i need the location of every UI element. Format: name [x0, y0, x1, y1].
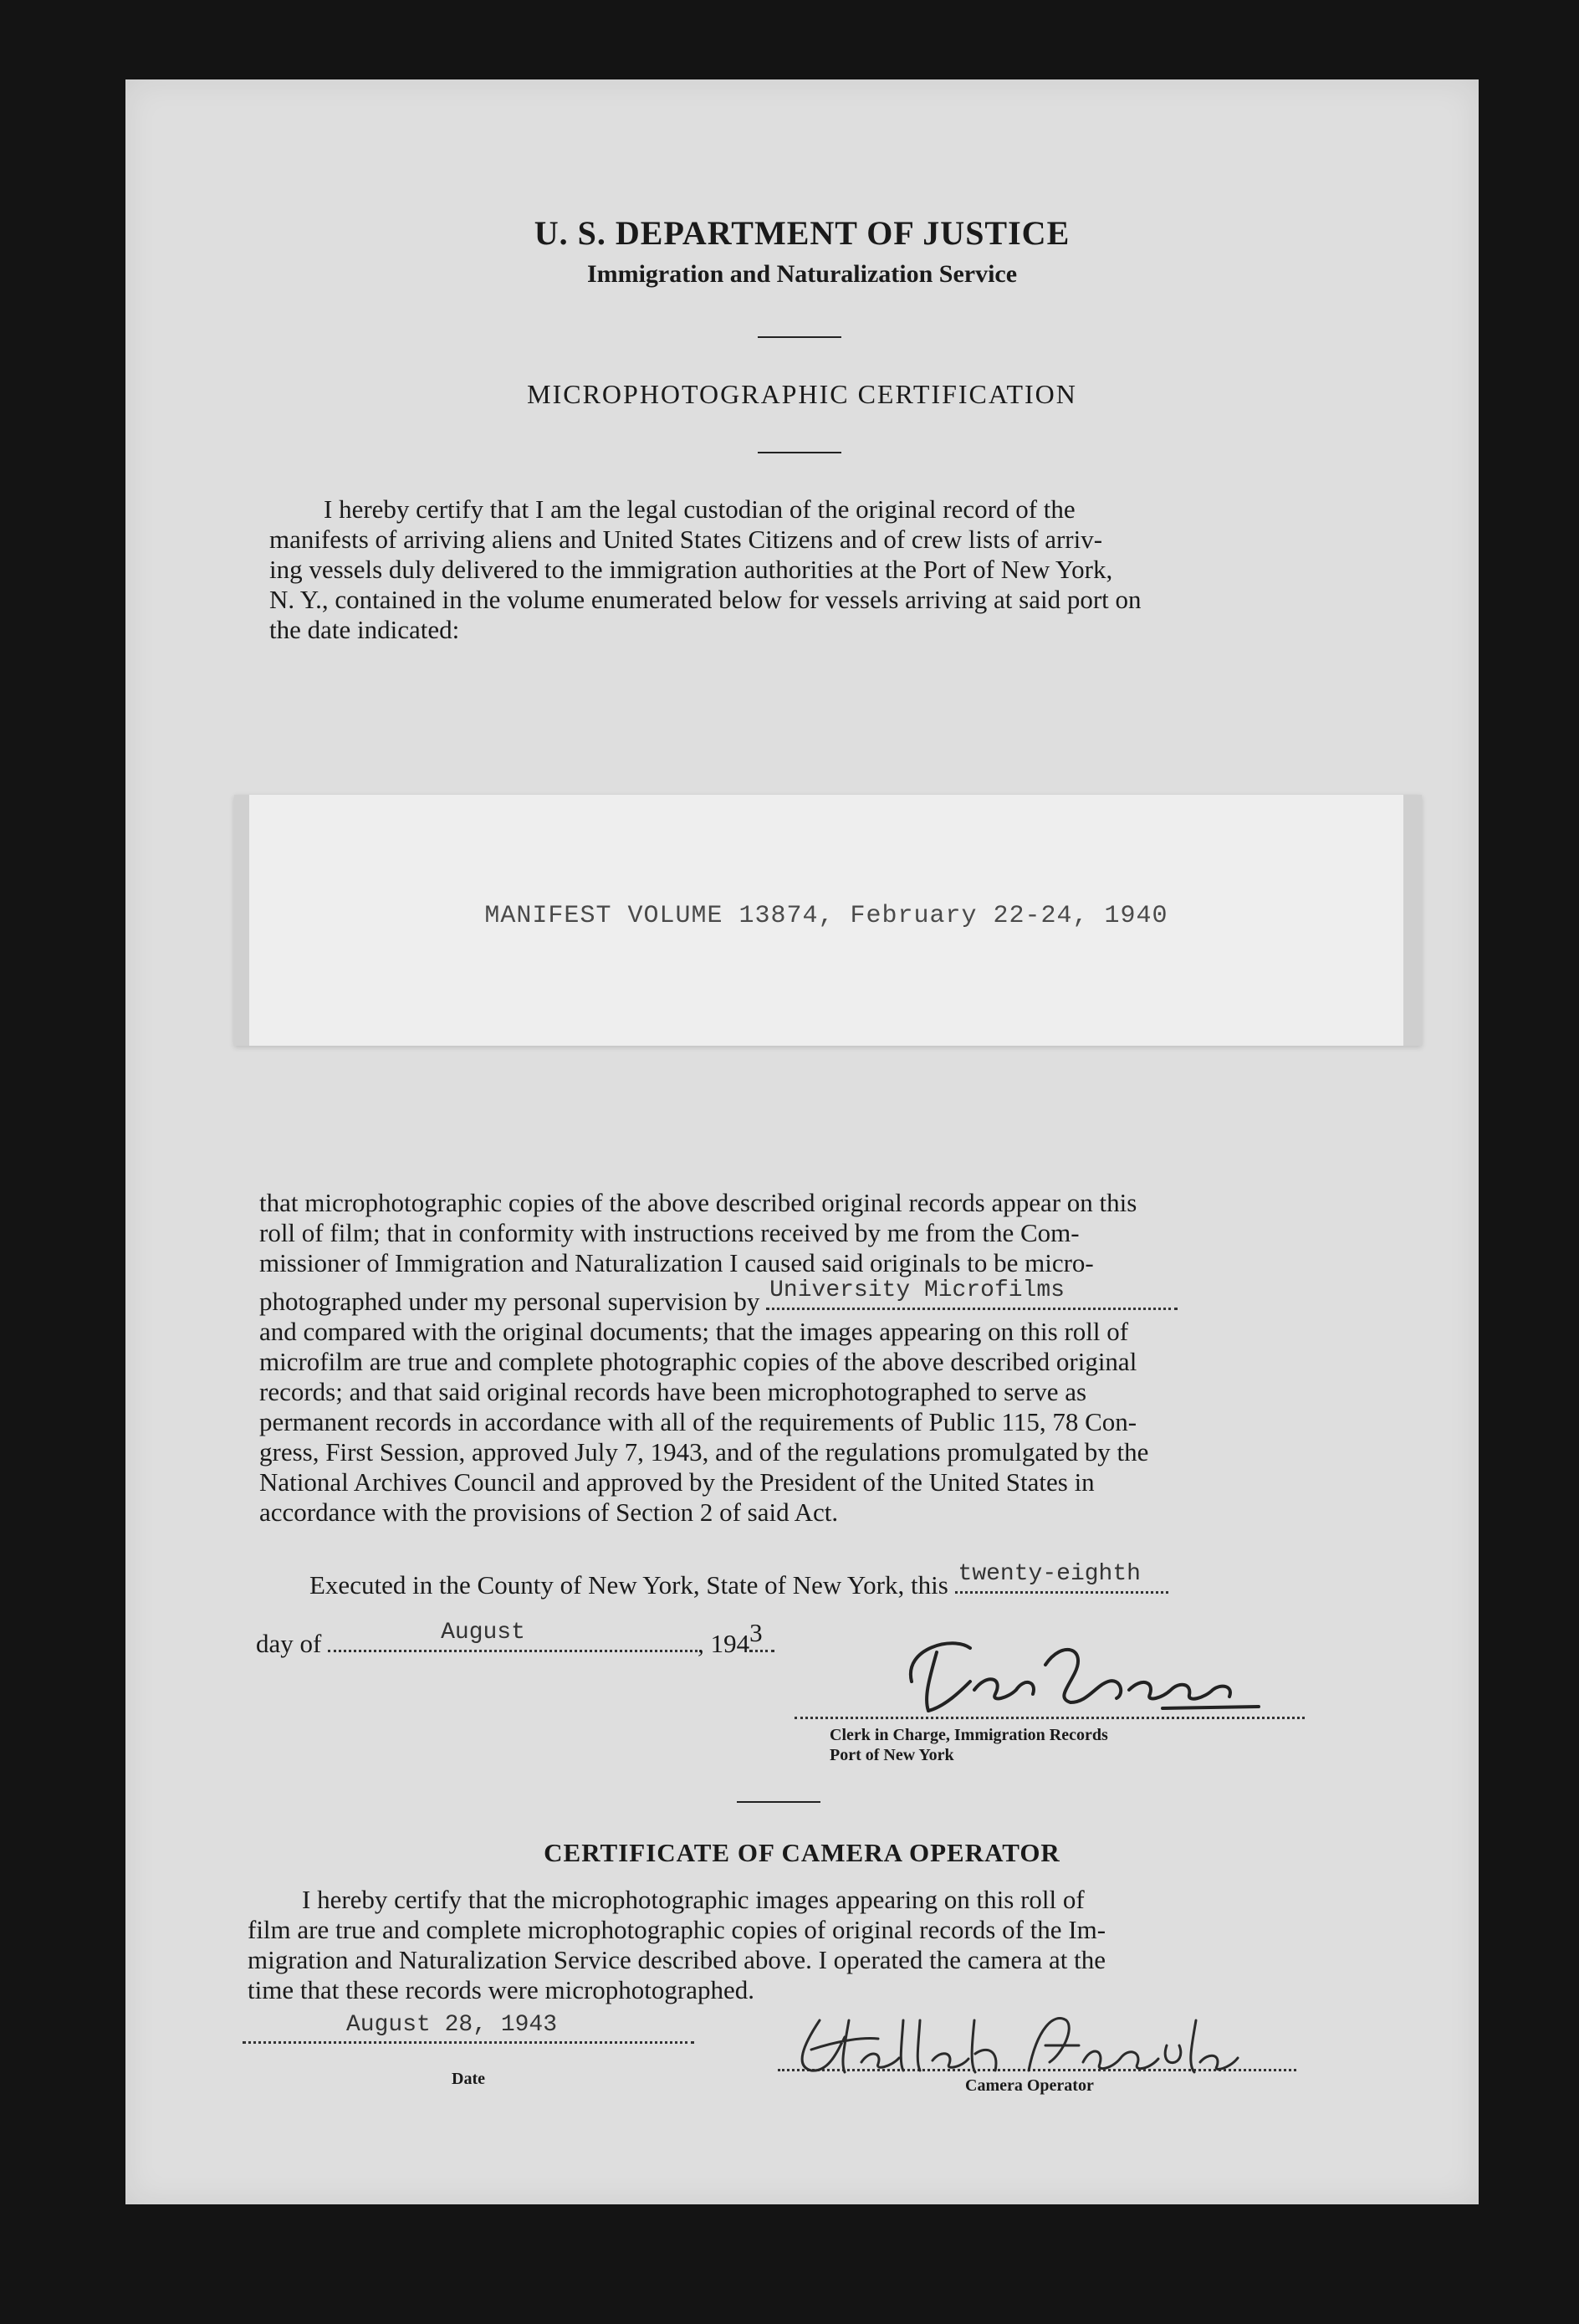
clerk-title	[830, 1725, 1108, 1765]
certification-title: MICROPHOTOGRAPHIC CERTIFICATION	[527, 379, 1077, 409]
operator-heading: CERTIFICATE OF CAMERA OPERATOR	[544, 1838, 1060, 1867]
divider-top	[758, 336, 841, 338]
clerk-title-line1: Clerk in Charge, Immigration Records	[830, 1726, 1108, 1744]
intro-line: N. Y., contained in the volume enumerated below for vessels arriving at said port on	[269, 585, 1142, 614]
body-paragraph	[259, 1188, 1321, 1528]
month-fill-field	[328, 1620, 698, 1652]
body-line: accordance with the provisions of Section 2 of said Act.	[259, 1497, 839, 1527]
manifest-slip	[234, 795, 1422, 1046]
year-fill-field	[749, 1618, 774, 1652]
body-line: records; and that said original records have been microphotographed to serve as	[259, 1377, 1087, 1406]
body-line: missioner of Immigration and Naturalization I caused said originals to be micro-	[259, 1248, 1094, 1277]
date-fill-field	[243, 2012, 694, 2044]
body-line: that microphotographic copies of the above described original records appear on this	[259, 1188, 1137, 1217]
body-line: permanent records in accordance with all of the requirements of Public 115, 78 Con-	[259, 1407, 1137, 1436]
supervision-line	[259, 1277, 1321, 1317]
divider-second	[758, 452, 841, 453]
camera-operator-label: Camera Operator	[965, 2076, 1094, 2095]
supervisor-fill-field	[766, 1277, 1178, 1310]
operator-paragraph	[248, 1885, 1310, 2005]
body-line: National Archives Council and approved by the President of the United States in	[259, 1467, 1095, 1497]
day-of-line	[256, 1618, 774, 1659]
day-fill-field	[955, 1561, 1168, 1594]
certificate-page	[125, 79, 1479, 2204]
year-prefix: , 194	[698, 1629, 750, 1658]
operator-line: time that these records were microphotographed.	[248, 1975, 754, 2004]
manifest-volume-text: MANIFEST VOLUME 13874, February 22-24, 1940	[484, 902, 1168, 930]
operator-line: I hereby certify that the microphotographic images appearing on this roll of	[302, 1885, 1085, 1914]
execution-prefix: Executed in the County of New York, State of New York, this	[309, 1570, 948, 1600]
operator-signature	[786, 1995, 1255, 2087]
supervisor-name: University Microfilms	[769, 1277, 1065, 1303]
department-title: U. S. DEPARTMENT OF JUSTICE	[534, 214, 1071, 252]
execution-line	[309, 1561, 1168, 1600]
intro-line: ing vessels duly delivered to the immigration authorities at the Port of New York,	[269, 555, 1113, 584]
intro-line: the date indicated:	[269, 615, 460, 644]
month-value: August	[441, 1620, 525, 1646]
intro-paragraph	[269, 494, 1327, 645]
body-line: gress, First Session, approved July 7, 1943, and of the regulations promulgated by the	[259, 1437, 1149, 1467]
day-of-label: day of	[256, 1629, 322, 1658]
day-value: twenty-eighth	[958, 1561, 1141, 1587]
body-line: roll of film; that in conformity with instructions received by me from the Com-	[259, 1218, 1080, 1247]
body-line: and compared with the original documents; that the images appearing on this roll of	[259, 1317, 1129, 1346]
service-subtitle: Immigration and Naturalization Service	[586, 260, 1018, 288]
intro-line: manifests of arriving aliens and United States Citizens and of crew lists of arriv-	[269, 525, 1103, 554]
clerk-title-line2: Port of New York	[830, 1746, 954, 1764]
operator-line: migration and Naturalization Service described above. I operated the camera at the	[248, 1945, 1106, 1974]
date-label: Date	[452, 2070, 485, 2088]
operator-date-value: August 28, 1943	[346, 2012, 558, 2038]
clerk-signature	[878, 1631, 1280, 1723]
divider-operator	[737, 1801, 820, 1803]
body-line: microfilm are true and complete photographic copies of the above described original	[259, 1347, 1137, 1376]
year-value: 3	[749, 1618, 763, 1647]
operator-line: film are true and complete microphotographic copies of original records of the Im-	[248, 1915, 1106, 1944]
supervision-prefix: photographed under my personal supervision by	[259, 1287, 760, 1316]
intro-line: I hereby certify that I am the legal custodian of the original record of the	[324, 494, 1076, 524]
